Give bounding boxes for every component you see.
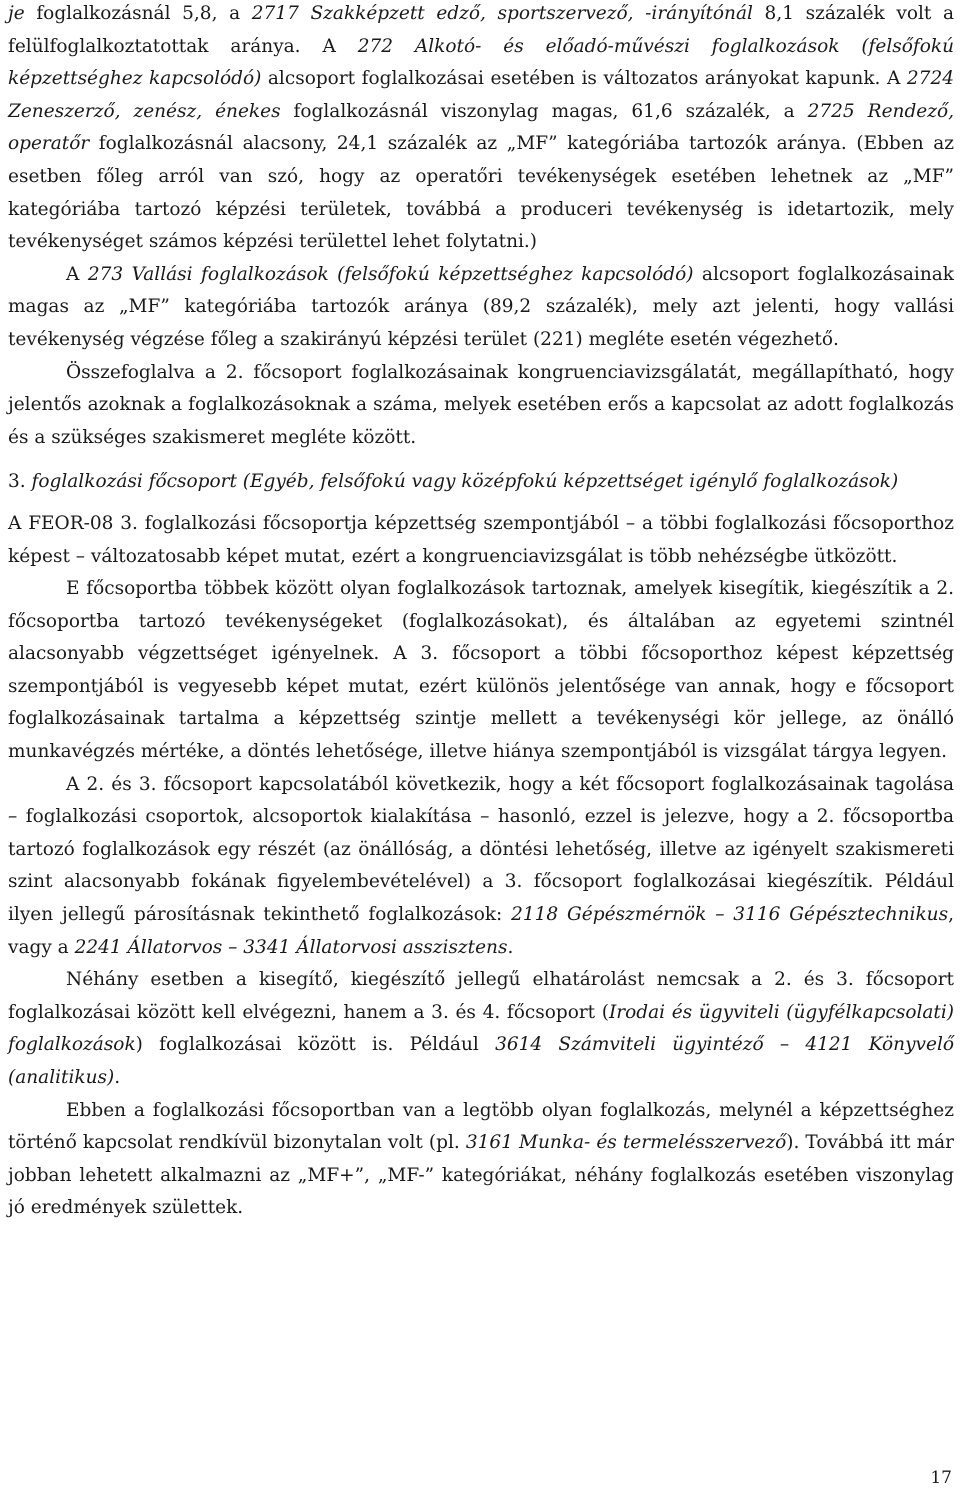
paragraph-4: A FEOR-08 3. foglalkozási főcsoportja képzettség szempontjából – a többi foglalkozási főcsoporthoz képest – változatosabb képet mutat, ezért a kongruenciavizsgálat is több nehézségbe ütközött. (8, 512, 954, 567)
paragraph-7: Néhány esetben a kisegítő, kiegészítő jellegű elhatárolást nemcsak a 2. és 3. főcsoport foglalkozásai között kell elvégezni, hanem a 3. és 4. főcsoport (Irodai és ügyviteli (ügyfélkapcsolati) foglalkozások) foglalkozásai között is. Például 3614 Számviteli ügyintéző – 4121 Könyvelő (analitikus). (8, 969, 955, 1088)
section-heading: 3. foglalkozási főcsoport (Egyéb, felsőfokú vagy középfokú képzettséget igénylő foglalkozások) (8, 471, 899, 493)
paragraph-2: A 273 Vallási foglalkozások (felsőfokú képzettséghez kapcsolódó) alcsoport foglalkozásainak magas az „MF” kategóriába tartozók aránya (89,2 százalék), mely azt jelenti, hogy vallási tevékenység végzése főleg a szakirányú képzési terület (221) megléte esetén végezhető. (8, 263, 954, 350)
paragraph-5: E főcsoportba többek között olyan foglalkozások tartoznak, amelyek kisegítik, kiegészítik a 2. főcsoportba tartozó tevékenységeket (foglalkozásokat), és általában az egyetemi szintnél alacsonyabb végzettséget igényelnek. A 3. főcsoport a többi főcsoporthoz képest képzettség szempontjából is vegyesebb képet mutat, ezért különös jelentősége van annak, hogy e főcsoport foglalkozásainak tartalma a képzettség szintje mellett a tevékenységi kör jellege, az önálló munkavégzés mértéke, a döntés lehetősége, illetve hiánya szempontjából is vizsgálat tárgya legyen. (8, 578, 954, 763)
paragraph-3: Összefoglalva a 2. főcsoport foglalkozásainak kongruenciavizsgálatát, megállapítható, hogy jelentős azoknak a foglalkozásoknak a száma, melyek esetében erős a kapcsolat az adott foglalkozás és a szükséges szakismeret megléte között. (8, 361, 954, 448)
paragraph-8: Ebben a foglalkozási főcsoportban van a legtöbb olyan foglalkozás, melynél a képzettséghez történő kapcsolat rendkívül bizonytalan volt (pl. 3161 Munka- és termelésszervező). Továbbá itt már jobban lehetett alkalmazni az „MF+”, „MF-” kategóriákat, néhány foglalkozás esetében viszonylag jó eredmények születtek. (8, 1099, 955, 1219)
paragraph-1: je foglalkozásnál 5,8, a 2717 Szakképzett edző, sportszervező, -irányítónál 8,1 százalék volt a felülfoglalkoztatottak aránya. A 272 Alkotó- és előadó-művészi foglalkozások (felsőfokú képzettséghez kapcsolódó) alcsoport foglalkozásai esetében is változatos arányokat kapunk. A 2724 Zeneszerző, zenész, énekes foglalkozásnál viszonylag magas, 61,6 százalék, a 2725 Rendező, operatőr foglalkozásnál alacsony, 24,1 százalék az „MF” kategóriába tartozók aránya. (Ebben az esetben főleg arról van szó, hogy az operatőri tevékenységek esetében lehetnek az „MF” kategóriába tartozó képzési területek, továbbá a produceri tevékenység is idetartozik, mely tevékenységet számos képzési területtel lehet folytatni.) (8, 3, 955, 253)
page-number: 17 (930, 1468, 952, 1488)
paragraph-6: A 2. és 3. főcsoport kapcsolatából következik, hogy a két főcsoport foglalkozásainak tagolása – foglalkozási csoportok, alcsoportok kialakítása – hasonló, ezzel is jelezve, hogy a 2. főcsoportba tartozó foglalkozások egy részét (az önállóság, a döntési lehetőség, illetve az igényelt szakismereti szint alacsonyabb fokának figyelembevételével) a 3. főcsoport foglalkozásai kiegészítik. Például ilyen jellegű párosításnak tekinthető foglalkozások: 2118 Gépészmérnök – 3116 Gépésztechnikus, vagy a 2241 Állatorvos – 3341 Állatorvosi asszisztens. (8, 773, 954, 958)
document-page (8, 0, 954, 1225)
